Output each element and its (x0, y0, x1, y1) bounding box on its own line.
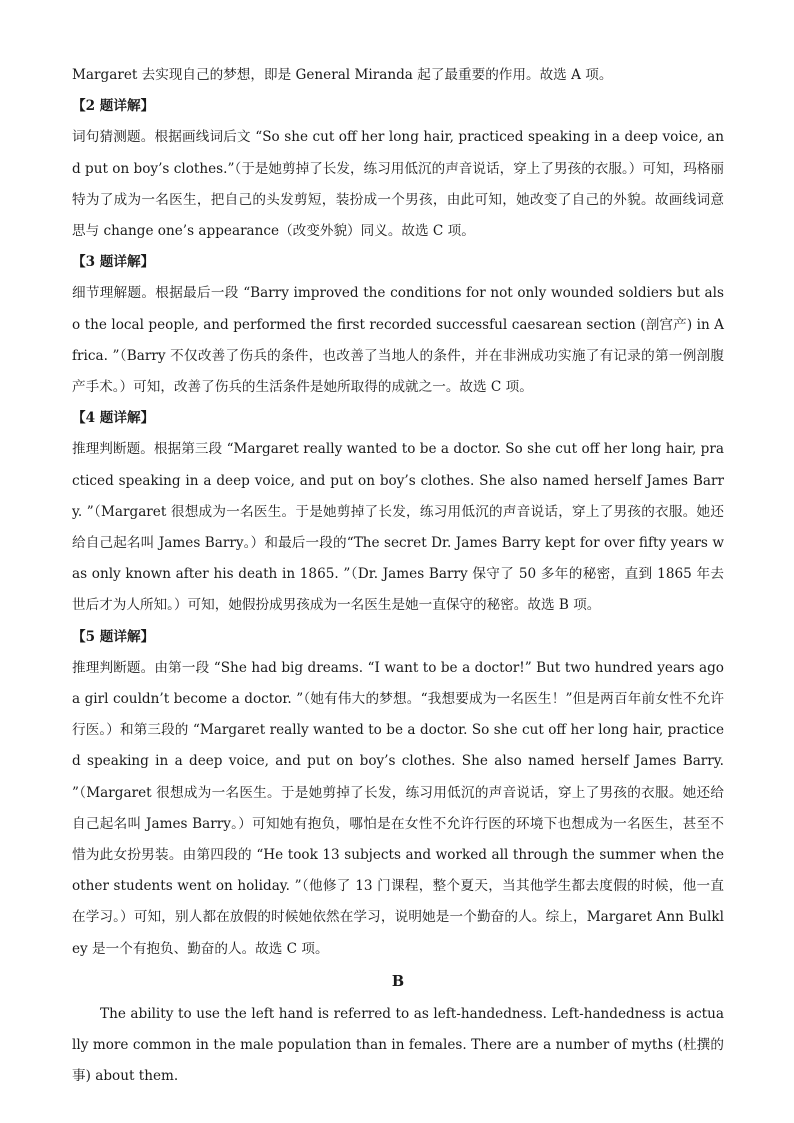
question-3-heading: 【3 题详解】 (72, 254, 155, 271)
answer-1-continuation: Margaret 去实现自己的梦想，即是 General Miranda 起了最重要的作用。故选 A 项。 (72, 67, 613, 83)
question-2-explanation: 词句猜测题。根据画线词后文 “So she cut off her long hair, practiced speaking in a deep voice, and put on boy’s clothes.”（于是她剪掉了长发，练习用低沉的声音说话，穿上了男孩的衣服。）可知，玛格丽特为了成为一名医生，把自己的头发剪短，装扮成一个男孩，由此可知，她改变了自己的外貌。故画线词意思与 change one’s appearance（改变外貌）同义。故选 C 项。 (72, 129, 724, 240)
question-5-heading: 【5 题详解】 (72, 628, 155, 645)
document-page (72, 60, 724, 1093)
question-5-explanation: 推理判断题。由第一段 “She had big dreams. “I want to be a doctor!” But two hundred years ago a girl couldn’t become a doctor. ”（她有伟大的梦想。“我想要成为一名医生！”但是两百年前女性不允许行医。）和第三段的 “Margaret really wanted to be a doctor. So she cut off her long hair, practiced speaking in a deep voice, and put on boy’s clothes. She also named herself James Barry. ”（Margaret 很想成为一名医生。于是她剪掉了长发，练习用低沉的声音说话，穿上了男孩的衣服。她还给自己起名叫 James Barry。）可知她有抱负，哪怕是在女性不允许行医的环境下也想成为一名医生，甚至不惜为此女扮男装。由第四段的 “He took 13 subjects and worked all through the summer when the other students went on holiday. ”（他修了 13 门课程，整个夏天，当其他学生都去度假的时候，他一直在学习。）可知，别人都在放假的时候她依然在学习，说明她是一个勤奋的人。综上，Margaret Ann Bulkley 是一个有抱负、勤奋的人。故选 C 项。 (72, 659, 724, 957)
question-2-heading: 【2 题详解】 (72, 98, 155, 115)
question-4-explanation: 推理判断题。根据第三段 “Margaret really wanted to be a doctor. So she cut off her long hair, practiced speaking in a deep voice, and put on boy’s clothes. She also named herself James Barry. ”（Margaret 很想成为一名医生。于是她剪掉了长发，练习用低沉的声音说话，穿上了男孩的衣服。她还给自己起名叫 James Barry。）和最后一段的“The secret Dr. James Barry kept for over fifty years was only known after his death in 1865. ”（Dr. James Barry 保守了 50 多年的秘密，直到 1865 年去世后才为人所知。）可知，她假扮成男孩成为一名医生是她一直保守的秘密。故选 B 项。 (72, 441, 724, 614)
question-4-heading: 【4 题详解】 (72, 410, 155, 427)
passage-b-paragraph: The ability to use the left hand is referred to as left-handedness. Left-handedness is actually more common in the male population than in females. There are a number of myths (杜撰的事) about them. (72, 1005, 724, 1085)
section-b-title: B (391, 972, 405, 990)
question-3-explanation: 细节理解题。根据最后一段 “Barry improved the conditions for not only wounded soldiers but also the local people, and performed the first recorded successful caesarean section (剖宫产) in Africa. ”（Barry 不仅改善了伤兵的条件，也改善了当地人的条件，并在非洲成功实施了有记录的第一例剖腹产手术。）可知，改善了伤兵的生活条件是她所取得的成就之一。故选 C 项。 (72, 285, 724, 396)
